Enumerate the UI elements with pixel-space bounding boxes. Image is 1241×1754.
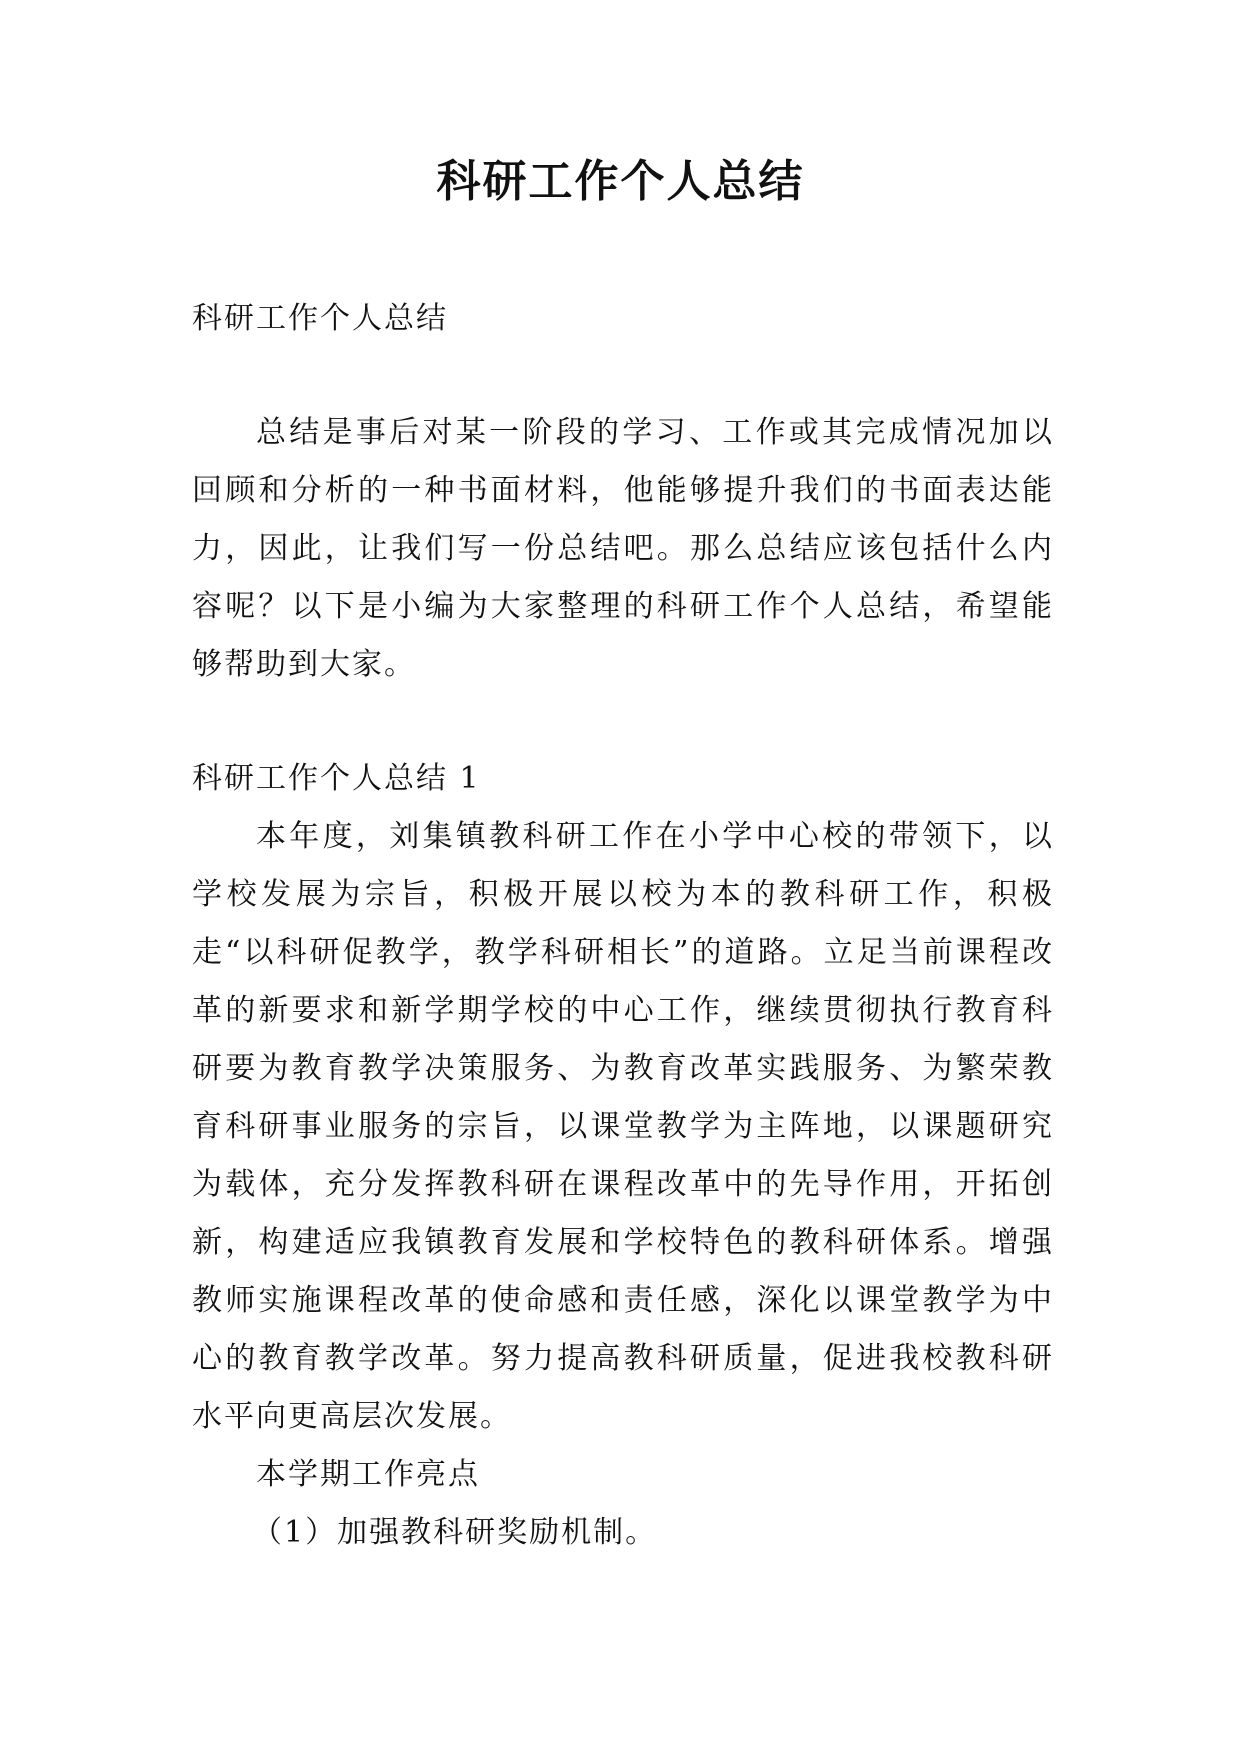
list-item: （1）加强教科研奖励机制。: [252, 1515, 658, 1550]
document-body: [192, 290, 1054, 1562]
intro-paragraph: 总结是事后对某一阶段的学习、工作或其完成情况加以回顾和分析的一种书面材料，他能够提升我们的书面表达能力，因此，让我们写一份总结吧。那么总结应该包括什么内容呢？以下是小编为大家整理的科研工作个人总结，希望能够帮助到大家。: [192, 415, 1054, 682]
document-subtitle: 科研工作个人总结: [192, 301, 448, 336]
section-heading: 科研工作个人总结 1: [192, 761, 481, 796]
section-paragraph: 本年度，刘集镇教科研工作在小学中心校的带领下，以学校发展为宗旨，积极开展以校为本的教科研工作，积极走“以科研促教学，教学科研相长”的道路。立足当前课程改革的新要求和新学期学校的中心工作，继续贯彻执行教育科研要为教育教学决策服务、为教育改革实践服务、为繁荣教育科研事业服务的宗旨，以课堂教学为主阵地，以课题研究为载体，充分发挥教科研在课程改革中的先导作用，开拓创新，构建适应我镇教育发展和学校特色的教科研体系。增强教师实施课程改革的使命感和责任感，深化以课堂教学为中心的教育教学改革。努力提高教科研质量，促进我校教科研水平向更高层次发展。: [192, 819, 1054, 1434]
document-title: 科研工作个人总结: [436, 156, 805, 207]
highlights-heading: 本学期工作亮点: [256, 1457, 480, 1492]
